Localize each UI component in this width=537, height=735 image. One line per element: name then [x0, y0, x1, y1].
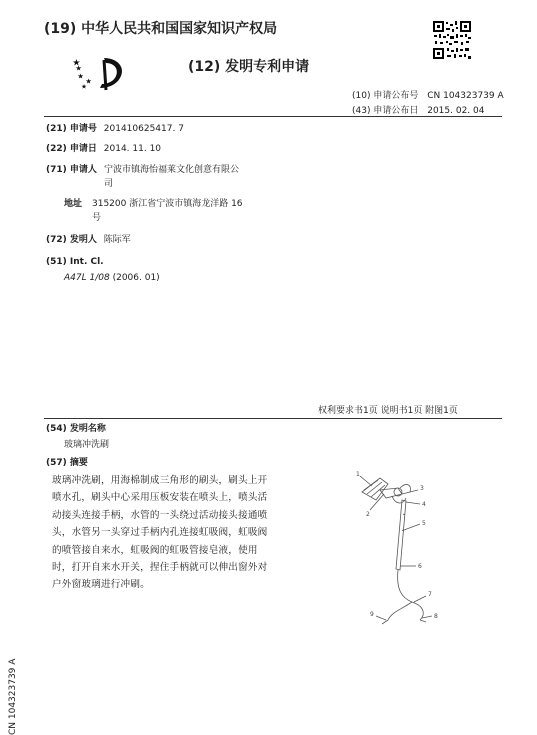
- intcl-version: (2006. 01): [112, 273, 160, 283]
- inventor-label: (72) 发明人: [46, 235, 97, 245]
- office-header: (19) 中华人民共和国国家知识产权局: [44, 21, 278, 37]
- figure-label: 1: [356, 471, 360, 478]
- figure-label: 9: [370, 611, 374, 618]
- document-type: (12) 发明专利申请: [188, 59, 310, 75]
- application-number-label: (21) 申请号: [46, 124, 97, 134]
- pub-date-row: [352, 103, 484, 116]
- invention-drawing: [340, 470, 490, 630]
- application-date: 2014. 11. 10: [103, 144, 162, 154]
- figure-label: 3: [420, 485, 424, 492]
- figure-label: 6: [418, 563, 422, 570]
- abstract-label: (57) 摘要: [46, 458, 88, 468]
- applicant-line-1: 宁波市镇海怡福莱文化创意有限公: [104, 165, 240, 175]
- address-label: 地址: [64, 199, 83, 209]
- invention-title: 玻璃冲洗刷: [64, 440, 110, 450]
- application-number-row: [46, 122, 184, 136]
- application-date-label: (22) 申请日: [46, 144, 97, 154]
- intcl-label-row: [46, 255, 104, 269]
- intcl-label: (51) Int. Cl.: [46, 257, 104, 267]
- figure-label: 5: [422, 520, 426, 527]
- inventor-row: [46, 233, 131, 247]
- pub-date: 2015. 02. 04: [427, 106, 485, 116]
- address-line-2: 号: [92, 213, 102, 223]
- pub-number-row: [352, 88, 504, 101]
- abstract-text: 玻璃冲洗刷，用海棉制成三角形的刷头，刷头上开喷水孔，刷头中心采用压板安装在喷头上，喷头活动接头连接手柄，水管的一头绕过活动接头接通喷头，水管另一头穿过手柄内孔连接虹吸阀，虹吸阀的喷管接自来水，虹吸阀的虹吸管接皂液，使用时，打开自来水开关，捏住手柄就可以伸出窗外对户外窗玻璃进行冲刷。: [52, 475, 268, 591]
- figure-label: 8: [434, 613, 438, 620]
- side-publication-code: CN 104323739 A: [8, 658, 18, 735]
- intcl-code: A47L 1/08: [64, 273, 110, 283]
- figure-label: 7: [428, 591, 432, 598]
- applicant-line-2: 司: [104, 179, 114, 189]
- figure-label: 4: [422, 501, 426, 508]
- intcl-code-row: [64, 271, 160, 285]
- applicant-row: [46, 163, 97, 177]
- inventor-name: 陈际军: [103, 235, 131, 245]
- address-value: [92, 197, 243, 225]
- pub-number: CN 104323739 A: [427, 91, 504, 101]
- application-date-row: [46, 142, 161, 156]
- address-line-1: 315200 浙江省宁波市镇海龙洋路 16: [92, 199, 243, 209]
- page-counts: 权利要求书1页 说明书1页 附图1页: [318, 406, 458, 416]
- pub-number-label: (10) 申请公布号: [352, 91, 419, 101]
- divider-middle: [44, 418, 502, 419]
- title-label: (54) 发明名称: [46, 424, 106, 434]
- qr-code-icon: [432, 20, 472, 60]
- applicant-name: [104, 163, 239, 191]
- application-number: 201410625417. 7: [103, 124, 184, 134]
- applicant-label: (71) 申请人: [46, 165, 97, 175]
- divider-top: [44, 116, 502, 117]
- patent-office-logo-icon: [70, 54, 130, 94]
- figure-label: 2: [366, 511, 370, 518]
- pub-date-label: (43) 申请公布日: [352, 106, 419, 116]
